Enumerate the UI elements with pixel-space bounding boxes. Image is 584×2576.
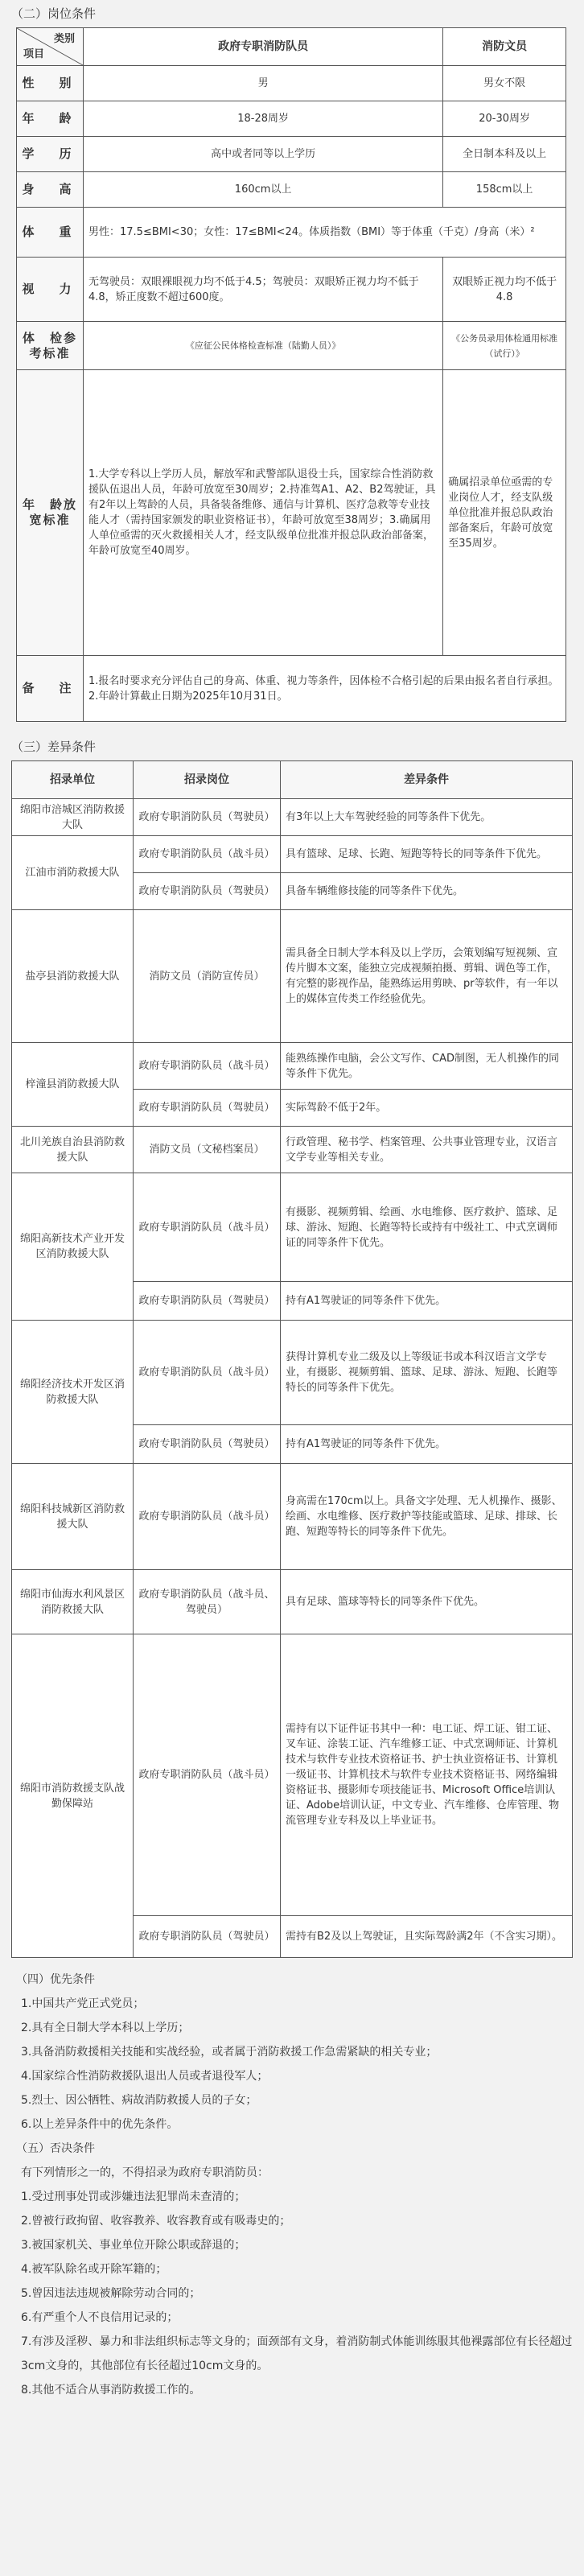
note-cell	[84, 656, 566, 722]
req-cell: 需具备全日制大学本科及以上学历，会策划编写短视频、宣传片脚本文案，能独立完成视频拍摄、剪辑、调色等工作，有完整的影视作品，能熟练运用剪映、pr等软件，有一年以上的媒体宣传类工作经验优先。	[281, 910, 573, 1043]
post-cell: 政府专职消防队员（战斗员）	[134, 1321, 281, 1425]
table-cell: 1.大学专科以上学历人员，解放军和武警部队退役士兵，国家综合性消防救援队伍退出人员，年龄可放宽至30周岁；2.持准驾A1、A2、B2驾驶证，具有2年以上驾龄的人员，具备装备维修、通信与计算机、医疗急救等专业技能人才（需持国家颁发的职业资格证书），年龄可放宽至38周岁；3.确属用人单位亟需的灭火救援相关人才，经支队级单位批准并报总队政治部备案，年龄可放宽至40周岁。	[84, 370, 443, 656]
req-cell: 有摄影、视频剪辑、绘画、水电维修、医疗救护、篮球、足球、游泳、短跑、长跑等特长或持有中级社工、中式烹调师证的同等条件下优先。	[281, 1173, 573, 1282]
table-cell: 160cm以上	[84, 172, 443, 208]
list-item: 2.具有全日制大学本科以上学历；	[21, 2022, 190, 2034]
table-row	[17, 322, 566, 370]
list-item: 7.有涉及淫秽、暴力和非法组织标志等文身的；面颈部有文身，着消防制式体能训练服其他裸露部位有长径超过3cm文身的，其他部位有长径超过10cm文身的。	[21, 2335, 573, 2372]
post-cell: 政府专职消防队员（驾驶员）	[134, 1425, 281, 1464]
post-cell: 政府专职消防队员（驾驶员）	[134, 1916, 281, 1958]
column-header-unit: 招录单位	[12, 761, 134, 799]
table-cell: 全日制本科及以上	[443, 137, 566, 172]
difference-conditions-table	[11, 760, 573, 1958]
note-line: 1.报名时要求充分评估自己的身高、体重、视力等条件，因体检不合格引起的后果由报名者自行承担。	[88, 674, 559, 687]
row-label: 年 龄	[17, 101, 84, 137]
corner-item-label: 项目	[23, 48, 45, 60]
post-cell: 政府专职消防队员（驾驶员）	[134, 1282, 281, 1321]
position-conditions-table	[16, 27, 566, 722]
unit-cell: 绵阳市仙海水利风景区消防救援大队	[12, 1570, 134, 1634]
table-row	[17, 66, 566, 101]
table-row	[17, 208, 566, 258]
corner-category-label: 类别	[53, 33, 75, 45]
list-item: 5.烈士、因公牺牲、病故消防救援人员的子女；	[21, 2094, 257, 2107]
table-cell: 无驾驶员：双眼裸眼视力均不低于4.5；驾驶员：双眼矫正视力均不低于4.8，矫正度数不超过600度。	[84, 258, 443, 322]
table-cell: 确属招录单位亟需的专业岗位人才，经支队级单位批准并报总队政治部备案后，年龄可放宽至35周岁。	[443, 370, 566, 656]
table-row	[12, 836, 573, 873]
note-line: 2.年龄计算截止日期为2025年10月31日。	[88, 690, 288, 703]
section-title-veto: （五）否决条件	[16, 2142, 95, 2155]
req-cell: 具有足球、篮球等特长的同等条件下优先。	[281, 1570, 573, 1634]
row-label: 视 力	[17, 258, 84, 322]
priority-section	[11, 1968, 573, 2137]
req-cell: 具备车辆维修技能的同等条件下优先。	[281, 873, 573, 910]
unit-cell: 绵阳市涪城区消防救援大队	[12, 799, 134, 836]
table-cell: 男	[84, 66, 443, 101]
table-row	[12, 1321, 573, 1425]
req-cell: 能熟练操作电脑，会公文写作、CAD制图，无人机操作的同等条件下优先。	[281, 1043, 573, 1090]
req-cell: 获得计算机专业二级及以上等级证书或本科汉语言文学专业，有摄影、视频剪辑、篮球、足球、游泳、短跑、长跑等特长的同等条件下优先。	[281, 1321, 573, 1425]
list-item: 3.被国家机关、事业单位开除公职或辞退的；	[21, 2239, 246, 2252]
row-label: 体 检参考标准	[17, 322, 84, 370]
column-header-firefighter: 政府专职消防队员	[84, 28, 443, 66]
table-row	[17, 137, 566, 172]
table-row	[12, 1570, 573, 1634]
weight-cell: 男性：17.5≤BMI<30；女性：17≤BMI<24。体质指数（BMI）等于体重（千克）/身高（米）²	[84, 208, 566, 258]
req-cell: 需持有B2及以上驾驶证，且实际驾龄满2年（不含实习期）。	[281, 1916, 573, 1958]
unit-cell: 江油市消防救援大队	[12, 836, 134, 910]
table-row	[17, 101, 566, 137]
table-cell: 20-30周岁	[443, 101, 566, 137]
column-header-post: 招录岗位	[134, 761, 281, 799]
row-label: 备 注	[17, 656, 84, 722]
table-row	[17, 370, 566, 656]
list-item: 1.中国共产党正式党员；	[21, 1997, 145, 2010]
unit-cell: 盐亭县消防救援大队	[12, 910, 134, 1043]
row-label: 年 龄放宽标准	[17, 370, 84, 656]
req-cell: 实际驾龄不低于2年。	[281, 1090, 573, 1127]
post-cell: 政府专职消防队员（战斗员、驾驶员）	[134, 1570, 281, 1634]
table-corner-cell	[17, 28, 84, 66]
post-cell: 政府专职消防队员（驾驶员）	[134, 799, 281, 836]
table-row	[12, 910, 573, 1043]
post-cell: 政府专职消防队员（驾驶员）	[134, 873, 281, 910]
list-item: 4.国家综合性消防救援队退出人员或者退役军人；	[21, 2070, 269, 2083]
unit-cell: 绵阳科技城新区消防救援大队	[12, 1464, 134, 1570]
row-label: 学 历	[17, 137, 84, 172]
post-cell: 政府专职消防队员（战斗员）	[134, 1173, 281, 1282]
row-label: 身 高	[17, 172, 84, 208]
table-row	[12, 1173, 573, 1282]
post-cell: 政府专职消防队员（战斗员）	[134, 1043, 281, 1090]
table-row	[12, 799, 573, 836]
table-cell: 18-28周岁	[84, 101, 443, 137]
req-cell: 持有A1驾驶证的同等条件下优先。	[281, 1282, 573, 1321]
veto-intro: 有下列情形之一的，不得招录为政府专职消防员：	[21, 2166, 269, 2179]
veto-section	[11, 2137, 573, 2402]
list-item: 6.有严重个人不良信用记录的；	[21, 2311, 179, 2324]
table-row	[12, 1464, 573, 1570]
req-cell: 需持有以下证件证书其中一种：电工证、焊工证、钳工证、叉车证、涂装工证、汽车维修工证、中式烹调师证、计算机技术与软件专业技术资格证书、护士执业资格证书、计算机一级证书、计算机技术与软件专业技术资格证书、网络编辑资格证书、摄影师专项技能证书、Microsoft Office培训认证、Adobe培训认证，中文专业、汽车维修、仓库管理、物流管理专业专科及以上毕业证书。	[281, 1634, 573, 1916]
table-row	[12, 1043, 573, 1090]
req-cell: 身高需在170cm以上。具备文字处理、无人机操作、摄影、绘画、水电维修、医疗救护等技能或篮球、足球、排球、长跑、短跑等特长的同等条件下优先。	[281, 1464, 573, 1570]
list-item: 4.被军队除名或开除军籍的；	[21, 2263, 167, 2276]
unit-cell: 绵阳经济技术开发区消防救援大队	[12, 1321, 134, 1464]
row-label: 性 别	[17, 66, 84, 101]
table-cell: 双眼矫正视力均不低于4.8	[443, 258, 566, 322]
table-row	[17, 656, 566, 722]
list-item: 1.受过刑事处罚或涉嫌违法犯罪尚未查清的；	[21, 2191, 246, 2203]
section-title-diff: （三）差异条件	[11, 740, 97, 754]
post-cell: 政府专职消防队员（战斗员）	[134, 1464, 281, 1570]
table-cell: 《公务员录用体检通用标准（试行）》	[443, 322, 566, 370]
table-cell: 男女不限	[443, 66, 566, 101]
req-cell: 有3年以上大车驾驶经验的同等条件下优先。	[281, 799, 573, 836]
table-cell: 158cm以上	[443, 172, 566, 208]
req-cell: 持有A1驾驶证的同等条件下优先。	[281, 1425, 573, 1464]
list-item: 3.具备消防救援相关技能和实战经验，或者属于消防救援工作急需紧缺的相关专业；	[21, 2046, 438, 2059]
list-item: 8.其他不适合从事消防救援工作的。	[21, 2384, 201, 2397]
section-title-priority: （四）优先条件	[16, 1973, 95, 1986]
table-row	[17, 258, 566, 322]
column-header-clerk: 消防文员	[443, 28, 566, 66]
row-label: 体 重	[17, 208, 84, 258]
list-item: 2.曾被行政拘留、收容教养、收容教育或有吸毒史的；	[21, 2215, 291, 2228]
list-item: 5.曾因违法违规被解除劳动合同的；	[21, 2287, 201, 2300]
unit-cell: 北川羌族自治县消防救援大队	[12, 1127, 134, 1173]
post-cell: 政府专职消防队员（驾驶员）	[134, 1090, 281, 1127]
table-cell: 《应征公民体格检查标准（陆勤人员）》	[84, 322, 443, 370]
section-title-position: （二）岗位条件	[11, 6, 97, 21]
unit-cell: 绵阳高新技术产业开发区消防救援大队	[12, 1173, 134, 1321]
table-row	[17, 172, 566, 208]
unit-cell: 梓潼县消防救援大队	[12, 1043, 134, 1127]
post-cell: 政府专职消防队员（战斗员）	[134, 836, 281, 873]
req-cell: 具有篮球、足球、长跑、短跑等特长的同等条件下优先。	[281, 836, 573, 873]
post-cell: 消防文员（文秘档案员）	[134, 1127, 281, 1173]
unit-cell: 绵阳市消防救援支队战勤保障站	[12, 1634, 134, 1958]
post-cell: 政府专职消防队员（战斗员）	[134, 1634, 281, 1916]
req-cell: 行政管理、秘书学、档案管理、公共事业管理专业，汉语言文学专业等相关专业。	[281, 1127, 573, 1173]
column-header-req: 差异条件	[281, 761, 573, 799]
list-item: 6.以上差异条件中的优先条件。	[21, 2118, 179, 2131]
table-header-row	[12, 761, 573, 799]
post-cell: 消防文员（消防宣传员）	[134, 910, 281, 1043]
table-row	[12, 1634, 573, 1916]
table-row	[12, 1127, 573, 1173]
table-cell: 高中或者同等以上学历	[84, 137, 443, 172]
